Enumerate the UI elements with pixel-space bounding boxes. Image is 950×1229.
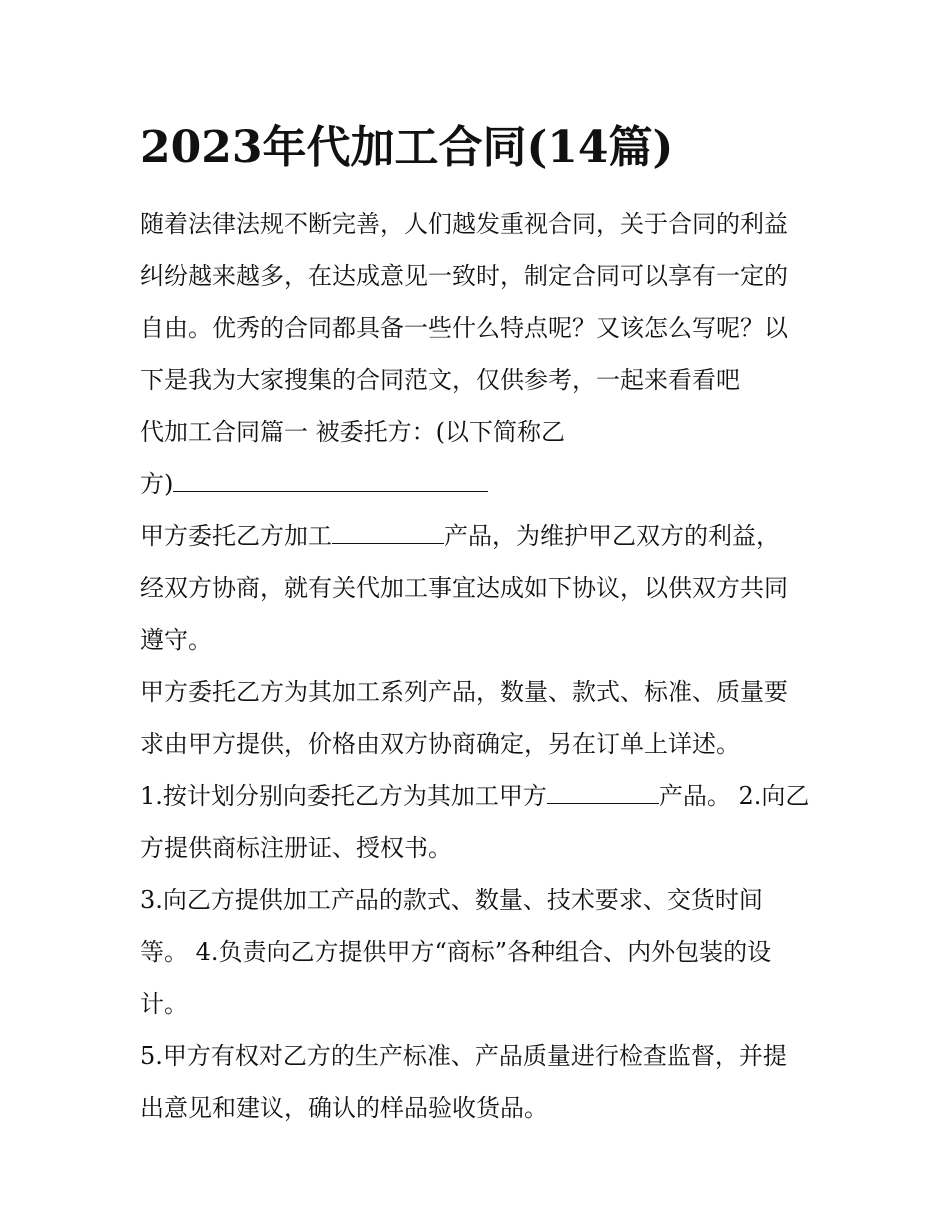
paragraph-1-line-1 [140,510,820,562]
product-blank [332,517,444,544]
clause-1-line-1 [140,770,820,822]
paragraph-1-line-2: 经双方协商，就有关代加工事宜达成如下协议，以供双方共同 [140,574,788,602]
intro-line: 自由。优秀的合同都具备一些什么特点呢？又该怎么写呢？以 [140,314,788,342]
document-body [140,198,820,1134]
section-heading: 代加工合同篇一 被委托方：(以下简称乙 [140,418,565,446]
intro-line: 纠纷越来越多，在达成意见一致时，制定合同可以享有一定的 [140,262,788,290]
text-fragment: 产品，为维护甲乙双方的利益， [444,522,780,550]
paragraph-1-line-3: 遵守。 [140,626,212,654]
text-fragment: 产品。 2.向乙 [658,782,810,810]
intro-line: 下是我为大家搜集的合同范文，仅供参考，一起来看看吧 [140,366,740,394]
party-b-label: 方) [140,470,174,498]
text-fragment: 1.按计划分别向委托乙方为其加工甲方 [140,782,547,810]
paragraph-2-line-1: 甲方委托乙方为其加工系列产品，数量、款式、标准、质量要 [140,678,788,706]
clause-3-4 [140,874,820,1030]
clause-5-line-2: 出意见和建议，确认的样品验收货品。 [140,1094,548,1122]
clause-3-line-1: 3.向乙方提供加工产品的款式、数量、技术要求、交货时间 [140,886,763,914]
clause-4-line-1: 等。 4.负责向乙方提供甲方“商标”各种组合、内外包装的设 [140,938,772,966]
section-heading-paragraph [140,406,820,510]
clause-5 [140,1030,820,1134]
intro-paragraph [140,198,820,406]
clause-5-line-1: 5.甲方有权对乙方的生产标准、产品质量进行检查监督，并提 [140,1042,787,1070]
text-fragment: 甲方委托乙方加工 [140,522,332,550]
product-blank [547,777,659,804]
clause-4-line-2: 计。 [140,990,188,1018]
paragraph-1 [140,510,820,666]
document-title: 2023年代加工合同(14篇) [140,122,674,173]
paragraph-2-line-2: 求由甲方提供，价格由双方协商确定，另在订单上详述。 [140,730,740,758]
paragraph-2 [140,666,820,770]
party-b-blank [173,465,488,492]
clause-2-line: 方提供商标注册证、授权书。 [140,834,452,862]
party-b-line [140,458,820,510]
clause-1-2 [140,770,820,874]
intro-line: 随着法律法规不断完善，人们越发重视合同，关于合同的利益 [140,210,788,238]
